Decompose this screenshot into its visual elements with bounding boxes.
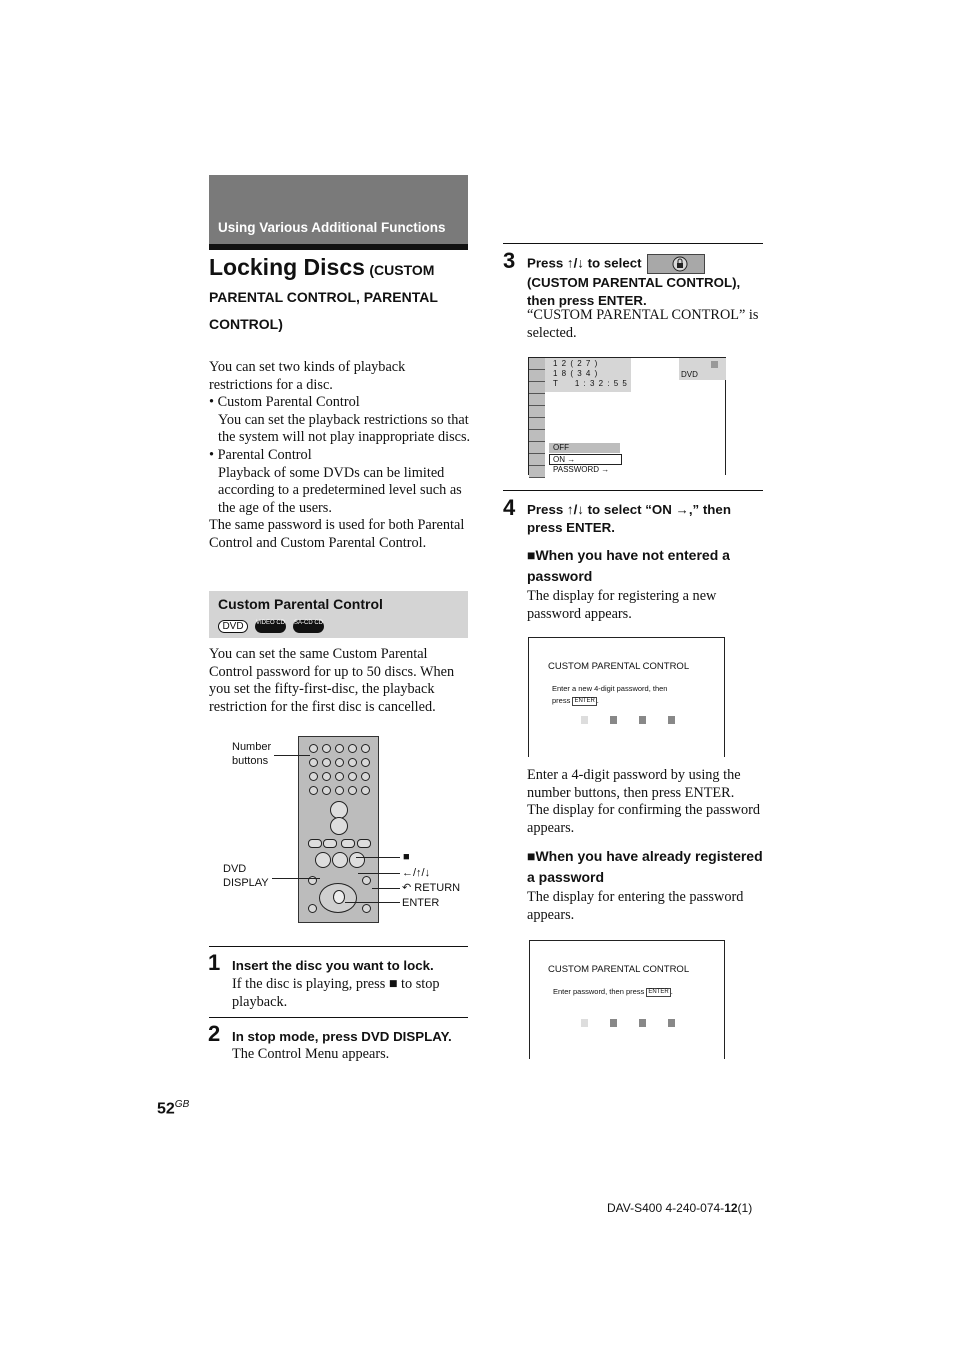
password-digit-slot <box>668 1019 675 1027</box>
after-enter-p2: The display for confirming the password appears. <box>527 802 761 836</box>
remote-button <box>335 772 344 781</box>
not-entered-heading: ■When you have not entered a password <box>527 547 730 584</box>
password-digit-slot <box>639 1019 646 1027</box>
intro-text <box>209 359 471 553</box>
page-number-value: 52 <box>157 1100 175 1118</box>
sa-cd-badge: SA-CD CD <box>293 620 324 633</box>
skip-button-row <box>308 839 370 847</box>
play-icon <box>315 852 331 868</box>
callout-line <box>372 888 400 889</box>
bullet-parental-head: • Parental Control <box>209 446 312 463</box>
osd3-title: CUSTOM PARENTAL CONTROL <box>548 964 690 975</box>
after-enter-p1: Enter a 4-digit password by using the number buttons, then press ENTER. <box>527 767 741 801</box>
password-digit-slot <box>610 1019 617 1027</box>
remote-button <box>309 744 318 753</box>
step-4-number: 4 <box>503 495 516 520</box>
remote-button <box>361 772 370 781</box>
callout-line <box>272 878 320 879</box>
disc-indicator-icon <box>711 361 718 368</box>
option-on: ON → <box>549 454 622 465</box>
remote-button <box>335 744 344 753</box>
osd2-press: press <box>552 696 571 705</box>
step-divider <box>503 490 763 491</box>
model-code-b: 12 <box>724 1201 738 1215</box>
number-button-grid <box>307 741 371 801</box>
remote-control-illustration <box>298 736 379 923</box>
remote-button <box>348 786 357 795</box>
osd2-title: CUSTOM PARENTAL CONTROL <box>548 661 690 672</box>
step-divider <box>209 1017 468 1018</box>
callout-dvd-display-line1: DVD <box>223 863 247 875</box>
remote-button <box>309 786 318 795</box>
callout-number-buttons-line1: Number <box>232 741 272 753</box>
enter-password-screen <box>529 940 725 1059</box>
remote-button <box>362 876 371 885</box>
dvd-badge: DVD <box>218 620 248 633</box>
page-title-main: Locking Discs <box>209 254 365 280</box>
volume-minus-icon <box>330 817 348 835</box>
callout-arrows: ←/↑/↓ <box>402 867 431 879</box>
after-enter-text <box>527 767 765 837</box>
custom-parental-control-icon <box>647 254 705 274</box>
video-cd-badge: VIDEO CD <box>255 620 286 633</box>
password-digit-slot <box>581 1019 588 1027</box>
remote-button <box>309 772 318 781</box>
option-off: OFF <box>549 443 620 453</box>
model-code <box>607 1201 752 1215</box>
callout-line <box>274 755 310 756</box>
page-number <box>157 1099 189 1118</box>
cpc-heading: Custom Parental Control <box>218 596 383 612</box>
step-divider <box>503 243 763 244</box>
remote-button <box>348 758 357 767</box>
step-3-body: “CUSTOM PARENTAL CONTROL” is selected. <box>527 307 759 341</box>
osd2-period: . <box>596 696 599 705</box>
remote-button <box>335 758 344 767</box>
remote-button <box>308 904 317 913</box>
remote-button <box>361 786 370 795</box>
bullet-parental-body: Playback of some DVDs can be limited according to a predetermined level such as the age of the users. <box>218 464 462 516</box>
password-digit-slot <box>610 716 617 724</box>
menu-icon-column <box>529 358 545 475</box>
callout-stop: ■ <box>403 851 410 863</box>
callout-line <box>358 873 400 874</box>
cpc-description: You can set the same Custom Parental Control password for up to 50 discs. When you set the fifty-first-disc, the playback restriction for the first disc is cancelled. <box>209 646 455 715</box>
remote-button <box>361 758 370 767</box>
intro-lead: You can set two kinds of playback restrictions for a disc. <box>209 359 406 393</box>
model-code-c: (1) <box>737 1201 753 1215</box>
osd3-period: . <box>670 987 673 996</box>
osd-chapter-count: 1 8 ( 3 4 ) <box>553 369 599 378</box>
step-3-heading-a: Press ↑/↓ to select <box>527 255 642 271</box>
control-menu-screen <box>528 357 726 475</box>
not-entered-text: The display for registering a new password appears. <box>527 588 717 622</box>
osd3-line1: Enter password, then press <box>553 987 645 996</box>
callout-enter: ENTER <box>402 897 440 909</box>
step-2-heading: In stop mode, press DVD DISPLAY. <box>232 1029 452 1044</box>
page-number-suffix: GB <box>174 1099 190 1110</box>
option-password: PASSWORD → <box>553 465 610 474</box>
bullet-custom-body: You can set the playback restrictions so that the system will not play inappropriate discs. <box>218 411 471 446</box>
remote-button <box>322 758 331 767</box>
step-1-heading: Insert the disc you want to lock. <box>232 958 434 973</box>
callout-return: ↶ RETURN <box>402 882 461 894</box>
model-code-a: DAV-S400 4-240-074- <box>607 1201 725 1215</box>
remote-button <box>335 786 344 795</box>
osd2-instruction-line2 <box>552 696 599 706</box>
step-divider <box>209 946 468 947</box>
step-3-heading-b: (CUSTOM PARENTAL CONTROL), then press ENTER. <box>527 275 741 308</box>
step-2-number: 2 <box>208 1021 221 1046</box>
remote-button <box>348 772 357 781</box>
section-header-band <box>209 175 468 250</box>
osd3-instruction <box>553 987 673 997</box>
osd-time: T 1 : 3 2 : 5 5 <box>553 379 628 388</box>
remote-button <box>348 744 357 753</box>
bullet-custom-head: • Custom Parental Control <box>209 394 360 411</box>
osd2-instruction-line1: Enter a new 4-digit password, then <box>552 684 668 693</box>
section-label: Using Various Additional Functions <box>218 220 446 235</box>
password-digit-slot <box>668 716 675 724</box>
callout-dvd-display <box>223 862 269 890</box>
page-title-sub: (CUSTOM PARENTAL CONTROL, PARENTAL CONTROL) <box>209 262 438 332</box>
step-3-number: 3 <box>503 248 516 273</box>
page-title <box>209 254 471 338</box>
remote-button <box>362 904 371 913</box>
password-digit-slot <box>639 716 646 724</box>
remote-button <box>361 744 370 753</box>
stop-icon <box>349 852 365 868</box>
callout-dvd-display-line2: DISPLAY <box>223 877 269 889</box>
remote-button <box>322 772 331 781</box>
password-digit-slot <box>581 716 588 724</box>
pause-icon <box>332 852 348 868</box>
step-2-body: The Control Menu appears. <box>232 1046 390 1062</box>
callout-number-buttons <box>232 740 271 768</box>
remote-button <box>322 786 331 795</box>
already-registered-text: The display for entering the password appears. <box>527 889 744 923</box>
step-3-heading <box>527 254 767 309</box>
osd3-enter-key: ENTER <box>648 988 669 995</box>
osd-title-chapter: 1 2 ( 2 7 ) <box>553 359 599 368</box>
enter-button-icon <box>333 890 345 904</box>
step-1-number: 1 <box>208 950 221 975</box>
custom-parental-control-heading-box <box>209 591 468 638</box>
remote-button <box>322 744 331 753</box>
step-4-heading: Press ↑/↓ to select “ON →,” then press ENTER. <box>527 502 731 535</box>
osd2-enter-key: ENTER <box>574 697 595 704</box>
osd-disc-type: DVD <box>681 370 698 379</box>
step-1-body: If the disc is playing, press ■ to stop playback. <box>232 976 440 1010</box>
intro-closing: The same password is used for both Parental Control and Custom Parental Control. <box>209 517 465 551</box>
new-password-screen <box>528 637 725 757</box>
callout-line <box>345 902 400 903</box>
callout-number-buttons-line2: buttons <box>232 755 269 767</box>
remote-button <box>309 758 318 767</box>
callout-line <box>356 857 400 858</box>
already-registered-heading: ■When you have already registered a password <box>527 848 763 885</box>
